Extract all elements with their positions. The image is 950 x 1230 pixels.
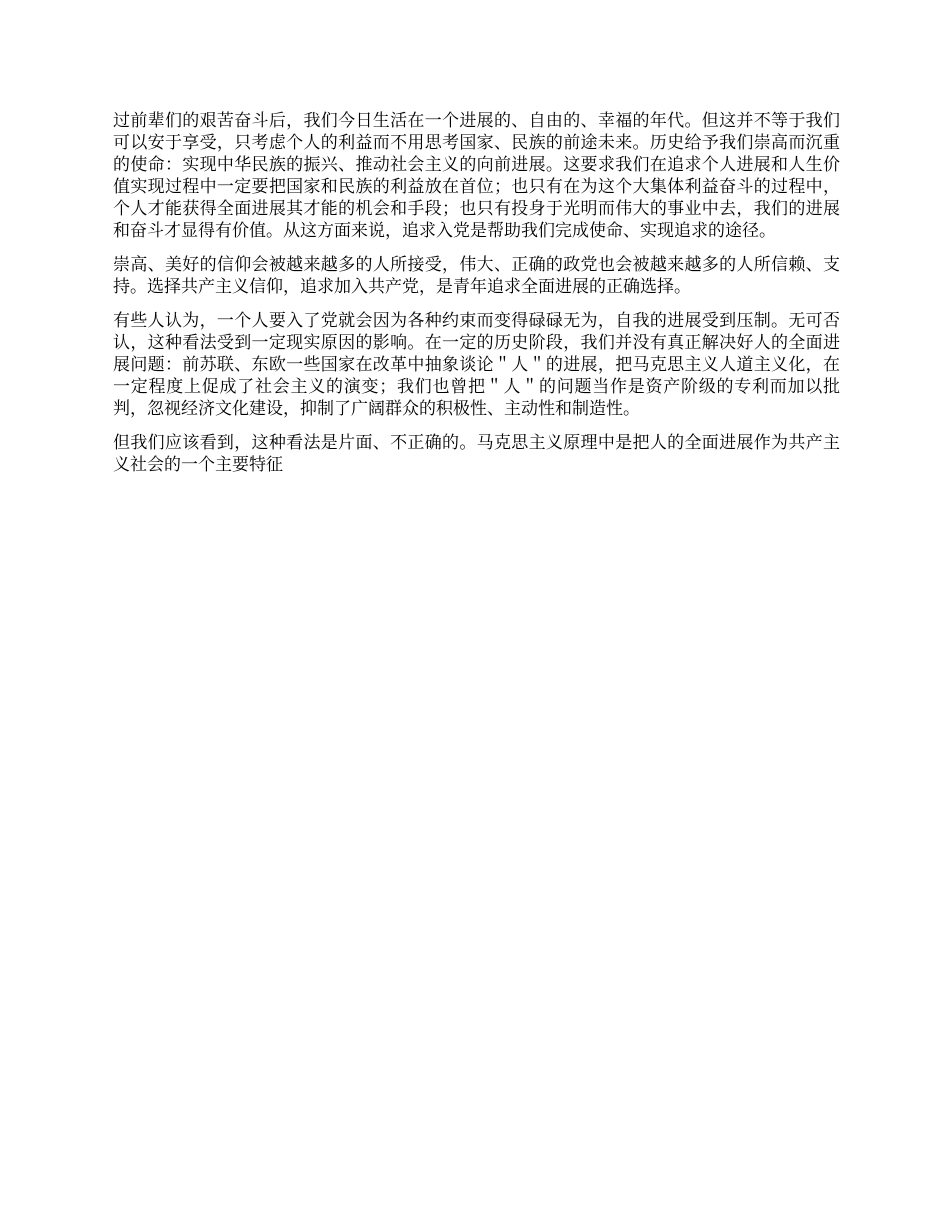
paragraph-4: 但我们应该看到，这种看法是片面、不正确的。马克思主义原理中是把人的全面进展作为共产主义社会的一个主要特征 <box>113 433 840 475</box>
paragraph-3: 有些人认为，一个人要入了党就会因为各种约束而变得碌碌无为，自我的进展受到压制。无可否认，这种看法受到一定现实原因的影响。在一定的历史阶段，我们并没有真正解决好人的全面进展问题：前苏联、东欧一些国家在改革中抽象谈论＂人＂的进展，把马克思主义人道主义化，在一定程度上促成了社会主义的演变；我们也曾把＂人＂的问题当作是资产阶级的专利而加以批判，忽视经济文化建设，抑制了广阔群众的积极性、主动性和制造性。 <box>113 311 840 419</box>
paragraph-1: 过前辈们的艰苦奋斗后，我们今日生活在一个进展的、自由的、幸福的年代。但这并不等于我们可以安于享受，只考虑个人的利益而不用思考国家、民族的前途未来。历史给予我们崇高而沉重的使命：实现中华民族的振兴、推动社会主义的向前进展。这要求我们在追求个人进展和人生价值实现过程中一定要把国家和民族的利益放在首位；也只有在为这个大集体利益奋斗的过程中，个人才能获得全面进展其才能的机会和手段；也只有投身于光明而伟大的事业中去，我们的进展和奋斗才显得有价值。从这方面来说，追求入党是帮助我们完成使命、实现追求的途径。 <box>113 111 840 241</box>
paragraph-2: 崇高、美好的信仰会被越来越多的人所接受，伟大、正确的政党也会被越来越多的人所信赖、支持。选择共产主义信仰，追求加入共产党，是青年追求全面进展的正确选择。 <box>113 255 840 297</box>
document-body <box>113 110 840 488</box>
